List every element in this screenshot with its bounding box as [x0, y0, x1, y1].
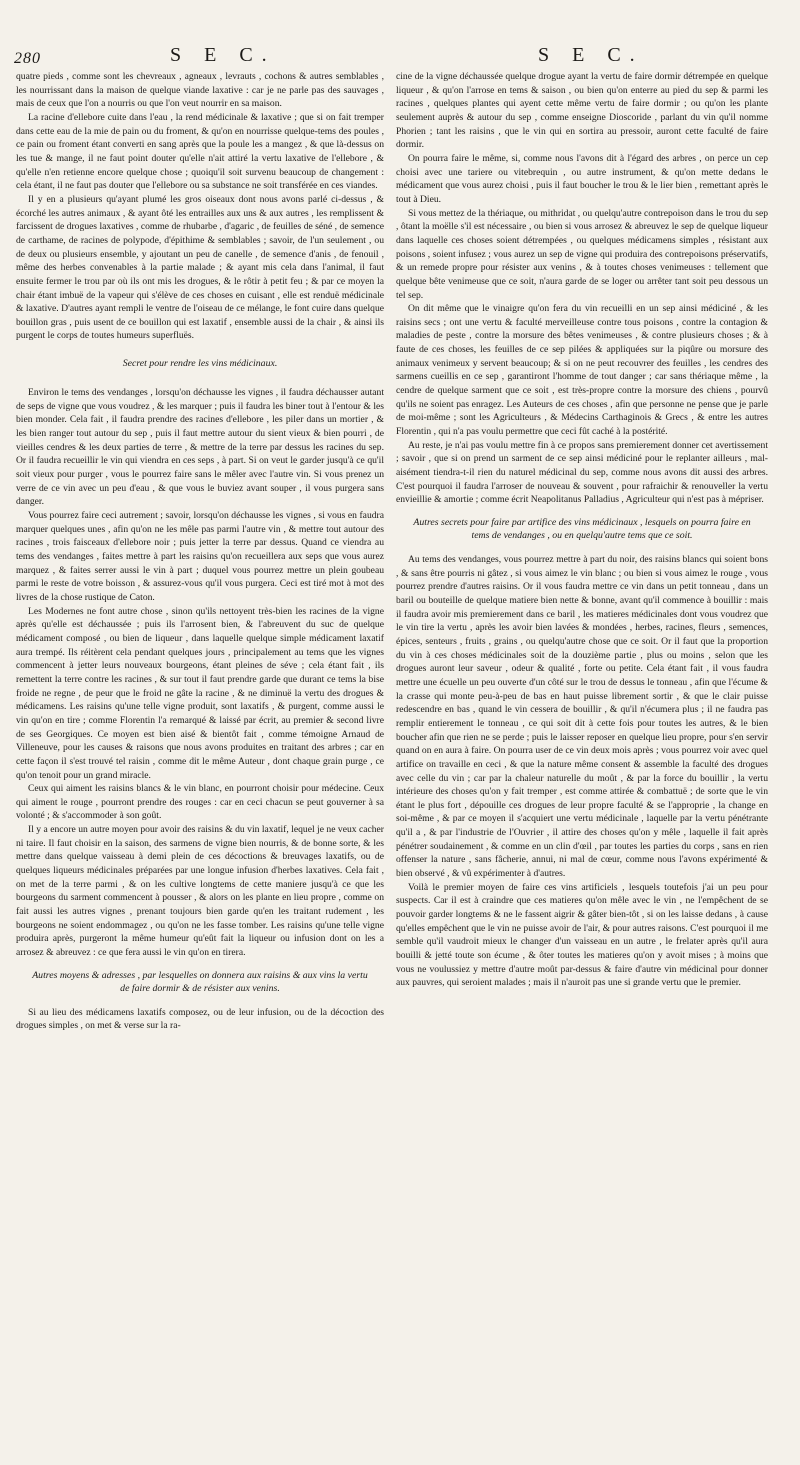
paragraph: cine de la vigne déchaussée quelque drogue ayant la vertu de faire dormir détrempée en quelque liqueur , & qu'on l'arrose en tems & saison , ou bien qu'on enterre au pied du sep & parmi les racines , quelques plantes qui ayent cette même vertu de faire dormir ; ou qu'on les plante seulement auprès & autour du sep , comme enseigne Dioscoride , parlant du vin qu'il nomme Phorien ; tant les raisins , que le vin qui en sortira au pressoir, auront cette faculté de faire dormir.: [396, 71, 768, 151]
paragraph: Il y en a plusieurs qu'ayant plumé les gros oiseaux dont nous avons parlé ci-dessus , & écorché les autres animaux , & ayant ôté les entrailles aux uns & aux autres , les remplissent & farcissent de drogues laxatives , comme de rhubarbe , d'agaric , de feuilles de séné , de semence de carthame, de racines de polypode, d'épithime & semblables ; savoir, de l'un seulement , ou de deux ou plusieurs ensemble, y ajoutant un peu de canelle , de semence d'anis , de fenouil , même des herbes convenables à la partie malade ; & ayant mis cela dans l'animal, il faut ensuite fermer le trou par où ils ont mis les drogues, & le rôtir à petit feu ; & par ce moyen la chair étant imbuë de la vapeur qui s'élève de ces choses en cuisant , elle est renduë médicinale & laxative. D'autres ayant rempli le ventre de l'oiseau de ce mélange, le font cuire dans quelque bouillon gras , puis usent de ce bouillon qui est laxatif , ensemble aussi de la chair , & ainsi ils purgent le corps de toutes humeurs superfluës.: [16, 193, 384, 342]
right-column: [396, 70, 768, 990]
paragraph: On dit même que le vinaigre qu'on fera du vin recueilli en un sep ainsi médiciné , & les raisins secs ; ont une vertu & faculté merveilleuse contre tous poisons , contre la contagion & maladies de peste , contre la morsure des bêtes venimeuses , & contre plusieurs choses ; & à faute de ces choses, les feuilles de ce sep pilées & appliquées sur la piqûre ou morsure des animaux venimeux y servent beaucoup; & si on ne peut recouvrer des feuilles , les cendres des sarmens cueillis en ce sep , garantiront l'homme de tout danger ; car sans thériaque même , la cendre de quelque sarment que ce soit , est très-propre contre la morsure des chiens , pourvû qu'ils ne soient pas enragez. Les Auteurs de ces choses , afin que personne ne pense que je parle de moi-même ; sont les Agriculteurs , & Médecins Carthaginois & Grecs , & entre les autres Florentin , qui n'a pas voulu permettre que ceci fût caché à la postérité.: [396, 303, 768, 438]
page-number: 280: [14, 50, 41, 67]
paragraph: Vous pourrez faire ceci autrement ; savoir, lorsqu'on déchausse les vignes , si vous en faudra marquer quelques unes , afin qu'on ne les mêle pas parmi l'autre vin , & mettre tout autour des racines , trois faisceaux d'ellebore noir ; puis jetter la terre par dessus. Quand ce viendra au tems des vendanges , faites mettre à part les raisins qu'on recueillera aux seps que vous aurez marquez , & faites serrer aussi le vin à part ; duquel vous pourrez mettre un plein goubeau parmi le reste de votre boisson , & assurez-vous qu'il vous purgera. Ceci est tiré mot à mot des livres de la chose rustique de Caton.: [16, 510, 384, 603]
section-heading: Secret pour rendre les vins médicinaux.: [122, 358, 278, 370]
paragraph: Les Modernes ne font autre chose , sinon qu'ils nettoyent très-bien les racines de la vigne après qu'elle est déchaussée ; puis ils l'arrosent bien, & l'abreuvent du suc de quelque médicament composé , ou bien de liqueur , dans laquelle quelque simple médicament laxatif aura trempé. Ils réitèrent cela pendant quelques jours , principalement au tems que les vignes commencent à jetter leurs nouveaux bourgeons, étant pleines de séve ; cela étant fait , ils remettent la terre contre les racines , & sur tout il faut prendre garde que durant ce tems la bise froide ne regne , de peur que le froid ne gâte la racine , & ne diminuë la vertu des drogues & médicamens. Les raisins qu'une telle vigne produit, sont laxatifs , & purgent, comme aussi le vin qu'on en tire ; comme Florentin l'a remarqué & laissé par écrit, au premier & second livre de ses Georgiques. Ce moyen est bien aisé & bientôt fait , comme témoigne Arnaud de Villeneuve, pour les causes & raisons que nous avons produites en traitant des arbres ; car en cette façon il s'est trouvé tel raisin , comme dit le même Auteur , dont chaque grain purge , ce qu'on tenoit pour un grand miracle.: [16, 605, 384, 781]
paragraph: Au tems des vendanges, vous pourrez mettre à part du noir, des raisins blancs qui soient bons , & sans être pourris ni gâtez , si vous aimez le vin blanc ; ou bien si vous aimez le rouge , vous pourrez prendre d'autres raisins. Or il vous faudra mettre ce vin dans un petit tonneau , dans un baril ou bouteille de quelque matiere bien nette & bonne, avant qu'il commence à bouillir : mais il faudra avoir mis premierement dans ce baril , les matieres médicinales dont vous voudrez que le vin tire la vertu , après les avoir bien lavées & mondées , herbes, racines, fleurs , semences, épices, senteurs , fruits , grains , ou quelqu'autre chose que ce soit. Or il faut que la proportion du vin à ces choses médicinales soit de la douzième partie , plus ou moins , selon que les drogues auront leur saveur , odeur & qualité , forte ou petite. Cela étant fait , il vous faudra mettre une écuelle un peu ouverte d'un côté sur le trou de dessus le tonneau , afin que l'écume & la crasse qui monte peu-à-peu de bas en haut puisse librement sortir , & que le clair puisse redescendre en bas , quand le vin cessera de bouillir , & qu'il n'écumera plus ; il ne faudra pas remplir entierement le tonneau , ce qui soit dit à cette fois pour toutes les autres, & le bien boucher afin que rien ne se perde ; puis le laisser reposer en quelque lieu propre, pour s'en servir quand on en aura à faire. On pourra user de ce vin deux mois après ; vous pourrez voir avec quel artifice on travaille en ceci , & que la nature même consent & assemble la faculté des drogues avec celle du vin ; car par la chaleur naturelle du moût , & par la force du bouillir , la vertu intérieure des choses qu'on y fait tremper , est comme attirée & combattuë ; de sorte que le vin étant le plus fort , dépouille ces drogues de leur propre faculté & se l'approprie , la change en soi-même , & par ce moyen il s'acquiert une vertu médicinale , laquelle par la vertu pénétrante qu'il a , & par l'industrie de l'Ouvrier , il attire des choses qu'on y mêle , laquelle il fait après pénétrer soudainement , & comme en un clin d'œil , par toutes les parties du corps , sans en rien offenser la nature , sans fâcherie, annui, ni mal de cœur, comme nous l'avons expérimenté & bien observé , & vû expérimenter à d'autres.: [396, 554, 768, 880]
section-heading: Autres moyens & adresses , par lesquelles on donnera aux raisins & aux vins la vertu de faire dormir & de résister aux venins.: [32, 969, 368, 994]
paragraph: Si vous mettez de la thériaque, ou mithridat , ou quelqu'autre contrepoison dans le trou du sep , ôtant la moëlle s'il est nécessaire , ou bien si vous arrosez & abreuvez le sep de quelque liqueur dans laquelle ces choses soient détrempées , ou quelques médicamens simples , résistant aux poisons , soient infusez ; vous aurez un sep de vigne qui produira des contrepoisons préservatifs, & un remede propre pour résister aux venins , & à toutes choses venimeuses : tellement que quelque bête venimeuse que ce soit, n'aura garde de se loger ou arrêter tant soit peu dessous un tel sep.: [396, 207, 768, 301]
paragraph: Il y a encore un autre moyen pour avoir des raisins & du vin laxatif, lequel je ne veux cacher ni taire. Il faut choisir en la saison, des sarmens de vigne bien nourris, & de bonne sorte, & les mettre dans quelque vaisseau à demi plein de ces décoctions & breuvages laxatifs, ou de quelques liqueurs médicinales préparées par une longue infusion d'herbes laxatives. Cela fait , on met de la terre parmi , & on les cultive longtems de cette maniere jusqu'à ce que les bourgeons du sarment commencent à pousser , & alors on les plante en lieu propre , comme on fait aussi les autres vignes , prenant toujours bien garde qu'en les traitant rudement , les bourgeons ne soient endommagez , ou qu'on ne les fasse tomber. Les raisins qu'une telle vigne produira après, purgeront la même humeur qu'eût fait la liqueur ou infusion dont on les a arrosez & abreuvez : ce que fera aussi le vin qu'on en tirera.: [16, 824, 384, 959]
paragraph: Si au lieu des médicamens laxatifs composez, ou de leur infusion, ou de la décoction des drogues simples , on met & verse sur la ra-: [16, 1006, 384, 1032]
paragraph: Environ le tems des vendanges , lorsqu'on déchausse les vignes , il faudra déchausser autant de seps de vigne que vous voudrez , & les marquer ; puis il faudra les biner tout à l'entour & les bien monder. Cela fait , il faudra prendre des racines d'ellebore , les piler dans un mortier , & les bien ranger tout autour du sep , puis il faut mettre autour du sient vieux & bien pourri , de vieilles cendres & les deux parties de terre , & mettre de la terre par dessus les racines du sep. Or il faudra recueillir le vin qui viendra en ces seps , à part. Si on veut le garder jusqu'à ce qu'il soit vieux pour purger , vous le pourrez faire sans le mêler avec l'autre vin. Si vous prenez un verre de ce vin avec un peu d'eau , & que vous le buviez avant souper , il vous purgera sans danger.: [16, 387, 384, 508]
paragraph: On pourra faire le même, si, comme nous l'avons dit à l'égard des arbres , on perce un cep choisi avec une tariere ou vitebrequin , ou autre instrument, & qu'on mette dedans le médicament que vous aurez choisi , puis il faut boucher le trou & le lier bien , remettant après le tout à Dieu.: [396, 152, 768, 205]
paragraph: Au reste, je n'ai pas voulu mettre fin à ce propos sans premierement donner cet avertissement ; savoir , que si on prend un sarment de ce sep ainsi médiciné pour le replanter ailleurs , mal-aisément tiendra-t-il rien du naturel médicinal du sep, comme nous avons dit aussi des arbres. C'est pourquoi il faudra l'arroser de nouveau & souvent , pour rafraichir & renouveller la vertu envieillie & amortie ; comme écrit Neapolitanus Palladius , Agriculteur qui n'est pas à mépriser.: [396, 439, 768, 506]
running-head-right: S E C.: [538, 44, 644, 66]
left-column: [16, 70, 384, 1033]
paragraph: quatre pieds , comme sont les chevreaux , agneaux , levrauts , cochons & autres semblables , les nourrissant dans la maison de quelque viande laxative : car je ne parle pas des sauvages , mais de ceux que l'on a nourris ou que l'on veut nourrir en sa maison.: [16, 71, 384, 110]
section-heading: Autres secrets pour faire par artifice des vins médicinaux , lesquels on pourra faire en tems de vendanges , ou en quelqu'autre tems que ce soit.: [413, 517, 751, 541]
paragraph: Voilà le premier moyen de faire ces vins artificiels , lesquels toutefois j'ai un peu pour suspects. Car il est à craindre que ces matieres qu'on mêle avec le vin , ne l'empêchent de se pouvoir garder longtems & ne le fassent aigrir & gâter bien-tôt , si on les laisse dedans , à cause qu'elles empêchent que le vin ne puisse avoir de l'air, & pour autres raisons. C'est pourquoi il me semble qu'il vaudroit mieux le changer d'un vaisseau en un autre , le frelater après qu'il aura bouilli & jetté toute son écume , & ôter toutes les matieres qu'on y avoit mises ; à moins que vous ne voulussiez y mettre d'autre moût par-dessus & faire d'autre vin médicinal pour donner aux pauvres, qui seroient malades ; mais il n'auroit pas une si grande vertu que le premier.: [396, 881, 768, 989]
running-head-left: S E C.: [170, 44, 276, 66]
paragraph: Ceux qui aiment les raisins blancs & le vin blanc, en pourront choisir pour médecine. Ceux qui aiment le rouge , pourront prendre des rouges : car en ceci chacun se peut gouverner à sa volonté ; & s'accommoder à son goût.: [16, 783, 384, 822]
paragraph: La racine d'ellebore cuite dans l'eau , la rend médicinale & laxative ; que si on fait tremper dans cette eau de la mie de pain ou du froment, & qu'on en nourrisse quelque-tems des poules , ce pain ou froment étant converti en sang après que la poule les a mangez , & que là-dessus on les tue & mange, il ne faut point douter qu'elle n'ait attiré la vertu laxative de l'ellebore , & qu'elle n'en retienne encore quelque chose ; quoiqu'il soit survenu beaucoup de changement : cela étant, il ne faut pas douter que l'ellebore ou sa substance ne soit transférée en ces viandes.: [16, 111, 384, 192]
